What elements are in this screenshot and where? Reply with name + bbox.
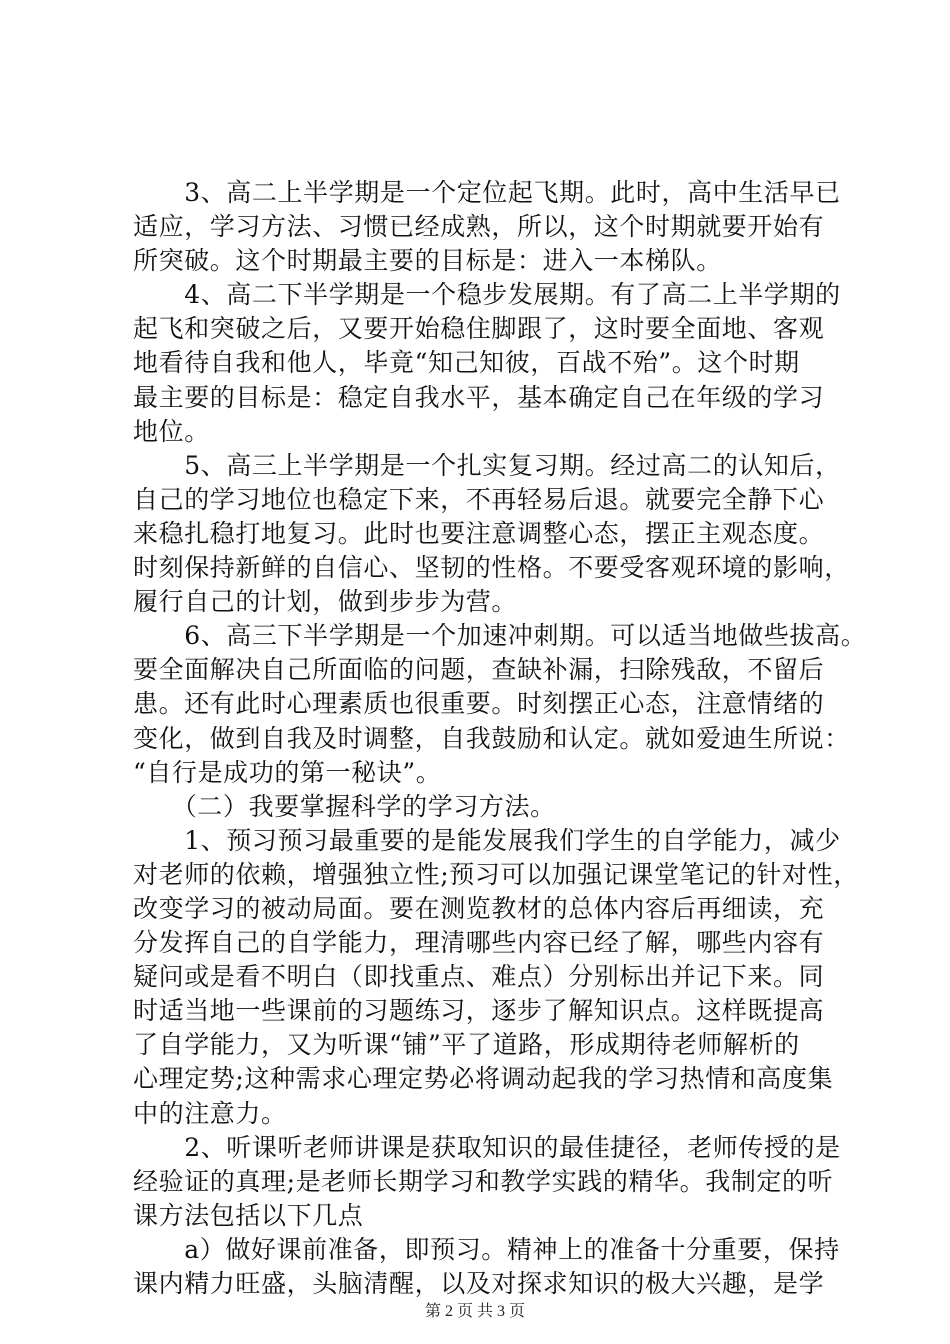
- page-footer: 第 2 页 共 3 页: [424, 1303, 525, 1320]
- text-line: 自己的学习地位也稳定下来，不再轻易后退。就要完全静下心: [133, 484, 825, 514]
- text-line: 5、高三上半学期是一个扎实复习期。经过高二的认知后，: [133, 450, 841, 480]
- text-line: 适应，学习方法、习惯已经成熟，所以，这个时期就要开始有: [133, 212, 825, 242]
- text-line: “自行是成功的第一秘诀”。: [133, 757, 442, 787]
- text-line: 2、听课听老师讲课是获取知识的最佳捷径，老师传授的是: [133, 1132, 841, 1162]
- text-line: 变化，做到自我及时调整，自我鼓励和认定。就如爱迪生所说：: [133, 723, 850, 753]
- text-line: 履行自己的计划，做到步步为营。: [133, 587, 518, 617]
- document-body: [133, 176, 867, 1301]
- text-line: 地位。: [133, 416, 210, 446]
- text-line: 来稳扎稳打地复习。此时也要注意调整心态，摆正主观态度。: [133, 518, 825, 548]
- text-line: 地看待自我和他人，毕竟“知己知彼，百战不殆”。这个时期: [133, 348, 800, 378]
- text-line: （二）我要掌握科学的学习方法。: [133, 791, 556, 821]
- text-line: 起飞和突破之后，又要开始稳住脚跟了，这时要全面地、客观: [133, 314, 825, 344]
- text-line: 改变学习的被动局面。要在测览教材的总体内容后再细读，充: [133, 893, 825, 923]
- text-line: 时适当地一些课前的习题练习，逐步了解知识点。这样既提高: [133, 996, 825, 1026]
- text-line: 所突破。这个时期最主要的目标是：进入一本梯队。: [133, 246, 722, 276]
- text-line: 时刻保持新鲜的自信心、坚韧的性格。不要受客观环境的影响，: [133, 553, 850, 583]
- text-line: 分发挥自己的自学能力，理清哪些内容已经了解，哪些内容有: [133, 928, 825, 958]
- text-line: 心理定势;这种需求心理定势必将调动起我的学习热情和高度集: [133, 1064, 834, 1094]
- text-line: 患。还有此时心理素质也很重要。时刻摆正心态，注意情绪的: [133, 689, 825, 719]
- text-line: 对老师的依赖，增强独立性;预习可以加强记课堂笔记的针对性，: [133, 859, 859, 889]
- text-line: 3、高二上半学期是一个定位起飞期。此时，高中生活早已: [133, 178, 841, 207]
- text-line: 1、预习预习最重要的是能发展我们学生的自学能力，减少: [133, 825, 841, 855]
- text-line: 了自学能力，又为听课“铺”平了道路，形成期待老师解析的: [133, 1030, 800, 1060]
- text-line: 最主要的目标是：稳定自我水平，基本确定自己在年级的学习: [133, 382, 825, 412]
- text-line: 4、高二下半学期是一个稳步发展期。有了高二上半学期的: [133, 280, 841, 310]
- text-line: 课方法包括以下几点: [133, 1200, 364, 1230]
- text-line: 疑问或是看不明白（即找重点、难点）分别标出并记下来。同: [133, 962, 825, 992]
- text-line: 中的注意力。: [133, 1098, 287, 1128]
- text-line: a）做好课前准备，即预习。精神上的准备十分重要，保持: [133, 1234, 840, 1264]
- text-line: 经验证的真理;是老师长期学习和教学实践的精华。我制定的听: [133, 1166, 834, 1196]
- text-line: 要全面解决自己所面临的问题，查缺补漏，扫除残敌，不留后: [133, 655, 825, 685]
- text-line: 6、高三下半学期是一个加速冲刺期。可以适当地做些拔高。: [133, 621, 867, 651]
- text-line: 课内精力旺盛，头脑清醒，以及对探求知识的极大兴趣，是学: [133, 1269, 825, 1298]
